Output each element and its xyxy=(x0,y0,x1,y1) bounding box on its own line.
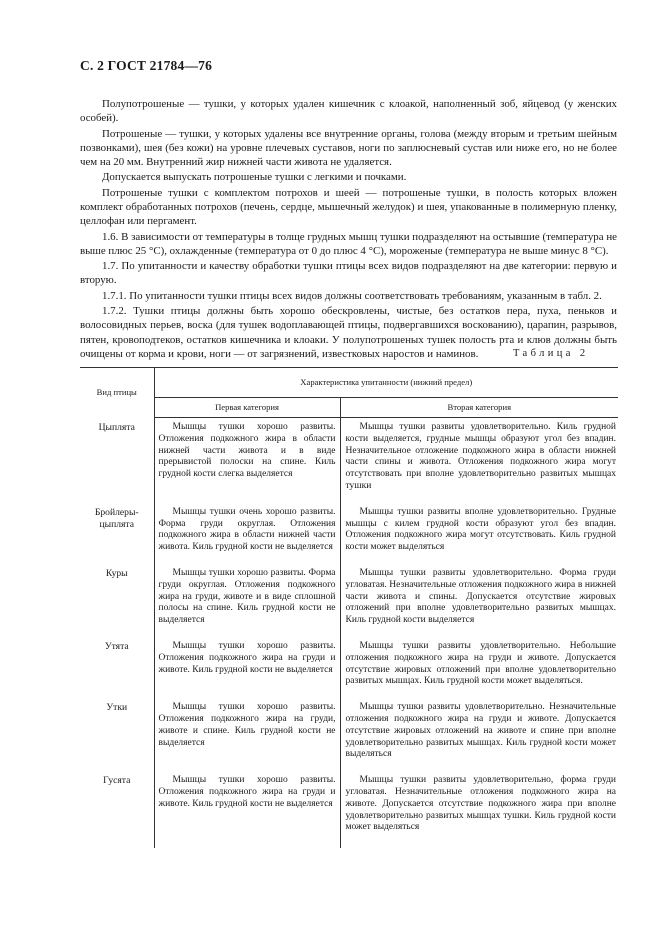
first-category-text: Мышцы тушки хорошо развиты. Отложения подкожного жира на груди, животе и спине. Киль грудной кости не выделяется xyxy=(154,702,340,775)
paragraph: 1.6. В зависимости от температуры в толще грудных мышц тушки подразделяют на остывшие (температура не выше плюс 25 °С), охлажденные (температура от 0 до плюс 4 °С), мороженые (температура не выше минус 8 °С). xyxy=(80,230,617,257)
col-group-header: Характеристика упитанности (нижний предел) xyxy=(154,368,618,398)
second-category-text: Мышцы тушки развиты удовлетворительно. Форма груди угловатая. Незначительные отложения подкожного жира в нижней части живота и спины. Допускается отсутствие жировых отложений при вполне удовлетворительно развитых мышцах. Киль грудной кости выделяется xyxy=(340,568,618,641)
table-row xyxy=(80,702,618,775)
page-header: С. 2 ГОСТ 21784—76 xyxy=(80,58,213,73)
second-category-text: Мышцы тушки развиты удовлетворительно. Незначительные отложения подкожного жира на груди и животе. Допускается отсутствие жировых отложений на животе и спине при вполне удовлетворительно развитых мышцах. Киль грудной кости может выделяться xyxy=(340,702,618,775)
table-row xyxy=(80,775,618,848)
bird-kind: Куры xyxy=(105,567,128,579)
table-row xyxy=(80,507,618,568)
col-first-header: Первая категория xyxy=(154,398,340,418)
first-category-text: Мышцы тушки очень хорошо развиты. Форма груди округлая. Отложения подкожного жира в области нижней части живота. Киль грудной кости не выделяется xyxy=(154,507,340,568)
paragraph: 1.7.2. Тушки птицы должны быть хорошо обескровлены, чистые, без остатков пера, пуха, пеньков и волосовидных перьев, воска (для тушек водоплавающей птицы, подвергавшихся воскованию), царапин, разрывов, пятен, кровоподтеков, остатков кишечника и клоаки. У полупотрошеных тушек полость рта и клюв должны быть очищены от корма и крови, ноги — от загрязнений, известковых наростов и наминов. xyxy=(80,305,617,360)
first-category-text: Мышцы тушки хорошо развиты. Отложения подкожного жира на груди и животе. Киль грудной кости не выделяется xyxy=(154,775,340,848)
bird-kind: Цыплята xyxy=(98,421,135,433)
paragraph: 1.7. По упитанности и качеству обработки тушки птицы всех видов подразделяют на две категории: первую и вторую. xyxy=(80,260,617,287)
bird-kind: Гусята xyxy=(103,775,131,787)
paragraph: Потрошеные тушки с комплектом потрохов и шеей — потрошеные тушки, в полость которых вложен комплект обработанных потрохов (печень, сердце, мышечный желудок) и шея, упакованные в полимерную пленку, целлофан или пергамент. xyxy=(80,186,617,228)
paragraph: Полупотрошеные — тушки, у которых удален кишечник с клоакой, наполненный зоб, яйцевод (у женских особей). xyxy=(80,98,617,125)
first-category-text: Мышцы тушки хорошо развиты. Форма груди округлая. Отложения подкожного жира на груди, животе и в виде сплошной полосы на спине. Киль грудной кости не выделяется xyxy=(154,568,340,641)
table-row xyxy=(80,568,618,641)
paragraph: Потрошеные — тушки, у которых удалены все внутренние органы, голова (между вторым и третьим шейным позвонками), шея (без кожи) на уровне плечевых суставов, ноги по заплюсневый сустав или ниже его, но не более чем на 20 мм. Внутренний жир нижней части живота не удаляется. xyxy=(80,127,617,168)
second-category-text: Мышцы тушки развиты вполне удовлетворительно. Грудные мышцы с килем грудной кости образуют угол без впадин. Отложения подкожного жира могут отсутствовать. Киль грудной кости может выделяться xyxy=(340,507,618,568)
second-category-text: Мышцы тушки развиты удовлетворительно. Киль грудной кости выделяется, грудные мышцы образуют угол без впадин. Незначительное отложение подкожного жира в области нижней части спины и живота. Отложения подкожного жира могут отсутствовать при вполне удовлетворительно развитых мышцах тушки xyxy=(340,418,618,507)
bird-kind: Бройлеры-цыплята xyxy=(94,506,139,530)
first-category-text: Мышцы тушки хорошо развиты. Отложения подкожного жира в области нижней части живота и в виде прерывистой полоски на спине. Киль грудной кости слегка выделяется xyxy=(154,418,340,507)
second-category-text: Мышцы тушки развиты удовлетворительно. Небольшие отложения подкожного жира на груди и животе. Допускается отсутствие жировых отложений при вполне удовлетворительно развитых мышцах. Киль грудной кости может выделяться. xyxy=(340,641,618,702)
table-row xyxy=(80,418,618,507)
bird-kind: Утки xyxy=(106,702,128,714)
fatness-table xyxy=(80,367,618,848)
bird-kind: Утята xyxy=(104,640,129,652)
paragraph: 1.7.1. По упитанности тушки птицы всех видов должны соответствовать требованиям, указанным в табл. 2. xyxy=(102,289,602,302)
second-category-text: Мышцы тушки развиты удовлетворительно, форма груди угловатая. Незначительные отложения подкожного жира на животе. Допускается отсутствие подкожного жира при вполне удовлетворительно развитых мышцах тушки. Киль грудной кости может выделяться xyxy=(340,775,618,848)
table-row xyxy=(80,641,618,702)
first-category-text: Мышцы тушки хорошо развиты. Отложения подкожного жира на груди и животе. Киль грудной кости не выделяется xyxy=(154,641,340,702)
table-caption: Таблица 2 xyxy=(513,348,589,359)
body-text xyxy=(80,97,617,361)
col-second-header: Вторая категория xyxy=(340,398,618,418)
paragraph: Допускается выпускать потрошеные тушки с легкими и почками. xyxy=(102,171,407,184)
col-kind-header: Вид птицы xyxy=(80,368,154,418)
